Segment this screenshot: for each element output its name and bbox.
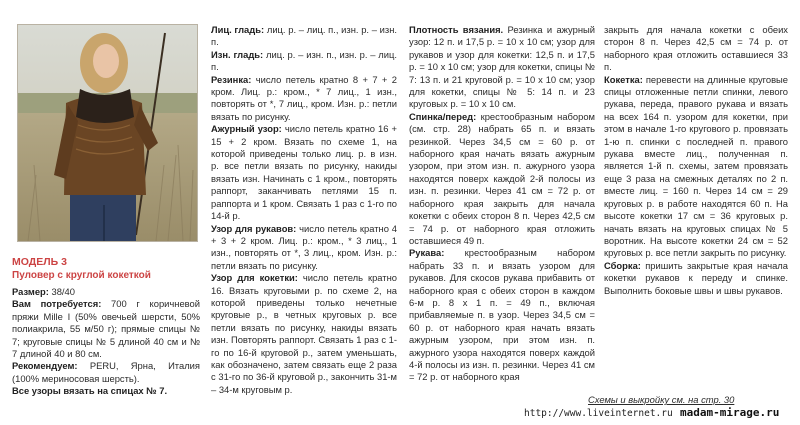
sleeve-pattern-label: Узор для рукавов: bbox=[211, 222, 297, 234]
assembly-paragraph bbox=[604, 260, 788, 297]
size-value: 38/40 bbox=[48, 286, 75, 297]
ribbing-paragraph bbox=[211, 74, 397, 124]
sleeves-paragraph bbox=[409, 247, 595, 383]
assembly-value: пришить закрытые края начала кокетки рукавов к переду и спинке. Выполнить боковые швы и швы рукавов. bbox=[604, 259, 788, 296]
materials-value: 700 г коричневой пряжи Mille I (50% овечьей шерсти, 50% полиакрила, 55 м/50 г); прямые спицы № 7; круговые спицы № 5 длиной 40 см и № 7 длиной 40 и 80 см. bbox=[12, 298, 200, 360]
lace-paragraph bbox=[211, 123, 397, 222]
size-label: Размер: bbox=[12, 286, 49, 297]
column-1 bbox=[12, 256, 200, 398]
size-paragraph bbox=[12, 286, 200, 298]
recommend-value: PERU, Ярна, Италия (100% мериносовая шерсть). bbox=[12, 360, 200, 384]
model-photo bbox=[17, 24, 198, 242]
stockinette-label: Лиц. гладь: bbox=[211, 24, 265, 35]
model-subtitle: Пуловер с круглой кокеткой bbox=[12, 270, 151, 281]
sleeves-label: Рукава: bbox=[409, 247, 445, 259]
woman-in-brown-sweater-photo bbox=[18, 25, 197, 241]
model-title: МОДЕЛЬ 3 bbox=[12, 256, 67, 268]
back-front-label: Спинка/перед: bbox=[409, 110, 477, 122]
column-2 bbox=[211, 24, 397, 396]
source-url[interactable]: http://www.liveinternet.ru bbox=[524, 408, 673, 419]
lace-label: Ажурный узор: bbox=[211, 123, 282, 135]
lace-value: число петель кратно 16 + 15 + 2 кром. Вязать по схеме 1, на которой приведены только лиц. р. в изн. р. все петли вязать по рисунку, накиды вязать изн. Начинать с 1 кром., повторять раппорт, заканчивать петлями 15 п. раппорта и 1 кром. Связать 1 раз с 1-го по 14-й р. bbox=[211, 123, 397, 222]
back-front-value: крестообразным набором (см. стр. 28) набрать 65 п. и вязать резинкой. Через 34,5 см = 60 р. от наборного края начать вязать ажурным узором, при этом изн. п. ажурного узора находятся поверх каждой 2-й полосы из изн. п. резинки. Через 41 см = 72 р. от наборного края закрыть для начала кокетки с обеих сторон 8 п. Через 42,5 см = 74 р. от наборного края отложить оставшиеся 49 п. bbox=[409, 110, 595, 246]
ribbing-label: Резинка: bbox=[211, 73, 252, 85]
recommend-paragraph bbox=[12, 360, 200, 385]
gauge-paragraph bbox=[409, 24, 595, 111]
yoke-pattern-value: число петель кратно 16. Вязать круговыми р. по схеме 2, на которой приведены только нечетные круговые р., в четных круговых р. все петли вязать по рисунку, накиды вязать изн. Повторять раппорт. Связать 1 раз с 1-го по 16-й круговой р., затем уменьшать, как обозначено, затем связать еще 2 раза с 31-го по 36-й круговой р., закончить 31-м – 34-м круговым р. bbox=[211, 272, 397, 395]
schemes-reference bbox=[588, 394, 788, 405]
column-3 bbox=[409, 24, 595, 384]
reverse-stockinette-paragraph bbox=[211, 49, 397, 74]
back-front-paragraph bbox=[409, 111, 595, 247]
yoke-paragraph bbox=[604, 74, 788, 260]
assembly-label: Сборка: bbox=[604, 259, 641, 271]
ribbing-value: число петель кратно 8 + 7 + 2 кром. Лиц. р.: кром., * 7 лиц., 1 изн., повторять от *, 7 лиц., кром. Изн. р.: петли вязать по рисунку. bbox=[211, 73, 397, 122]
sleeve-pattern-paragraph bbox=[211, 223, 397, 273]
gauge-value: Резинка и ажурный узор: 12 п. и 17,5 р. = 10 х 10 см; узор для рукавов и узор для кокетки: 12,5 п. и 17,5 р. = 10 х 10 см; узор для кокетки, спицы № 7: 13 п. и 21 круговой р. = 10 х 10 см; узор для кокетки, спицы № 5: 14 п. и 23 круговых р. = 10 х 10 см. bbox=[409, 24, 595, 110]
sleeves-value: крестообразным набором набрать 33 п. и вязать узором для рукавов. Для скосов рукава прибавить от наборного края с обеих сторон в каждом 6-м р. 8 х 1 п. = 49 п., включая прибавляемые п. в узор. Через 34,5 см = 60 р. от наборного края начать вязать ажурным узором, при этом изн. п. ажурного узора находятся поверх каждой 4-й полосы из изн. п. резинки. Через 41 см = 72 р. от наборного края bbox=[409, 247, 595, 383]
needles-note bbox=[12, 385, 200, 397]
yoke-pattern-paragraph bbox=[211, 272, 397, 396]
gauge-label: Плотность вязания. bbox=[409, 24, 504, 35]
sleeves-continued: закрыть для начала кокетки с обеих сторон 8 п. Через 42,5 см = 74 р. от наборного края отложить оставшиеся 33 п. bbox=[604, 24, 788, 73]
column-4 bbox=[604, 24, 788, 297]
yoke-pattern-label: Узор для кокетки: bbox=[211, 272, 298, 284]
recommend-label: Рекомендуем: bbox=[12, 360, 78, 372]
reverse-stockinette-value: лиц. р. – изн. п., изн. р. – лиц. п. bbox=[211, 48, 397, 73]
stockinette-paragraph bbox=[211, 24, 397, 49]
reverse-stockinette-label: Изн. гладь: bbox=[211, 48, 264, 60]
watermark: madam-mirage.ru bbox=[680, 406, 780, 419]
materials-paragraph bbox=[12, 298, 200, 360]
needles-note-text: Все узоры вязать на спицах № 7. bbox=[12, 385, 168, 397]
stockinette-value: лиц. р. – лиц. п., изн. р. – изн. п. bbox=[211, 24, 397, 48]
materials-label: Вам потребуется: bbox=[12, 298, 102, 310]
yoke-label: Кокетка: bbox=[604, 73, 643, 85]
sleeve-pattern-value: число петель кратно 4 + 3 + 2 кром. Лиц. р.: кром., * 3 лиц., 1 изн., повторять от *, 3 лиц., кром. Изн. р.: петли вязать по рисунку. bbox=[211, 222, 397, 271]
schemes-text: Схемы и выкройку см. на стр. 30 bbox=[588, 394, 735, 405]
yoke-value: перевести на длинные круговые спицы отложенные петли спинки, левого рукава, переда, правого рукава и вязать на всех 164 п. узором для кокетки, при этом в начале 1-го кругового р. провязать 1-ю п. спинки с последней п. правого рукава вместе лиц., полученная п. является 1-й п. схемы, затем провязать еще 3 раза на смежных деталях по 2 п. вместе лиц. = 160 п. Через 14 см = 29 круговых р. в работе находятся 60 п. На высоте кокетки 17 см = 36 круговых р. начать вязать на круговых спицах № 5 воротник. На высоте кокетки 24 см = 52 круговых р. все петли закрыть по рисунку. bbox=[604, 73, 788, 259]
